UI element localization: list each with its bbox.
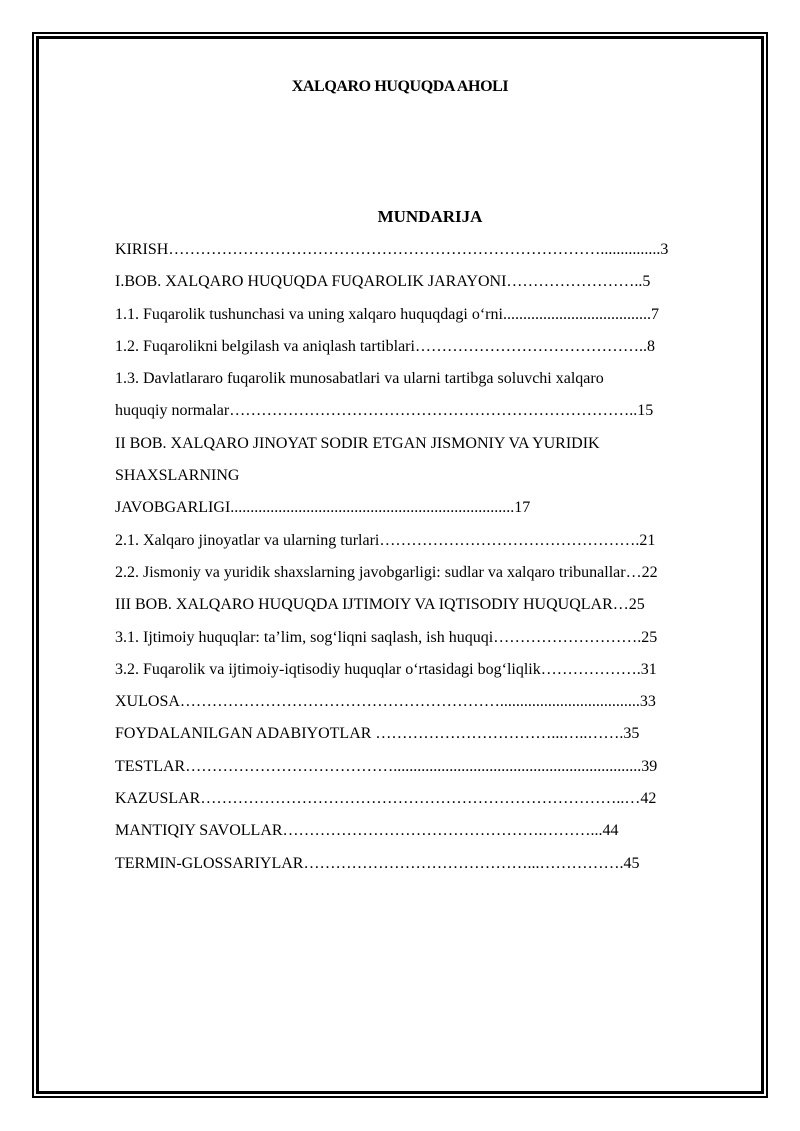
toc-entry: JAVOBGARLIGI.......................................................................17 [115,499,531,517]
toc-entry: KAZUSLAR……………………………………………………………………..…42 [115,790,657,808]
toc-heading: MUNDARIJA [377,207,483,226]
toc-entry: huquqiy normalar…………………………………………………………………..15 [115,402,654,420]
toc-entry: 2.1. Xalqaro jinoyatlar va ularning turlari………………………………………….21 [115,531,656,549]
toc-entry: II BOB. XALQARO JINOYAT SODIR ETGAN JISMONIY VA YURIDIK [115,434,600,452]
toc-entry: FOYDALANILGAN ADABIYOTLAR ……………………………...…..…….35 [115,725,640,743]
toc-entry: 1.1. Fuqarolik tushunchasi va uning xalqaro huquqdagi o‘rni.....................................7 [115,305,659,323]
document-title: XALQARO HUQUQDA AHOLI [291,78,509,95]
toc-entry: 3.2. Fuqarolik va ijtimoiy-iqtisodiy huquqlar o‘rtasidagi bog‘liqlik……………….31 [115,660,657,678]
toc-entry: SHAXSLARNING [115,467,240,485]
toc-entry: 3.1. Ijtimoiy huquqlar: ta’lim, sog‘liqni saqlash, ish huquqi……………………….25 [115,628,658,646]
toc-entry: MANTIQIY SAVOLLAR………………………………………….………...44 [115,822,619,840]
toc-entry: I.BOB. XALQARO HUQUQDA FUQAROLIK JARAYONI……………………..5 [115,273,651,291]
toc-entry: XULOSA……………………………………………………...................................33 [115,693,656,711]
toc-entry: TESTLAR…………………………………..............................................................39 [115,757,658,775]
table-of-contents [115,240,739,886]
toc-entry: III BOB. XALQARO HUQUQDA IJTIMOIY VA IQTISODIY HUQUQLAR…25 [115,596,645,614]
toc-entry: 1.2. Fuqarolikni belgilash va aniqlash tartiblari……………………………………..8 [115,337,655,355]
toc-entry: KIRISH………………………………………………………………………...............3 [115,241,669,258]
toc-entry: TERMIN-GLOSSARIYLAR……………………………………...…………….45 [115,854,640,872]
toc-entry: 2.2. Jismoniy va yuridik shaxslarning javobgarligi: sudlar va xalqaro tribunallar…22 [115,563,658,581]
toc-entry: 1.3. Davlatlararo fuqarolik munosabatlari va ularni tartibga soluvchi xalqaro [115,370,604,388]
